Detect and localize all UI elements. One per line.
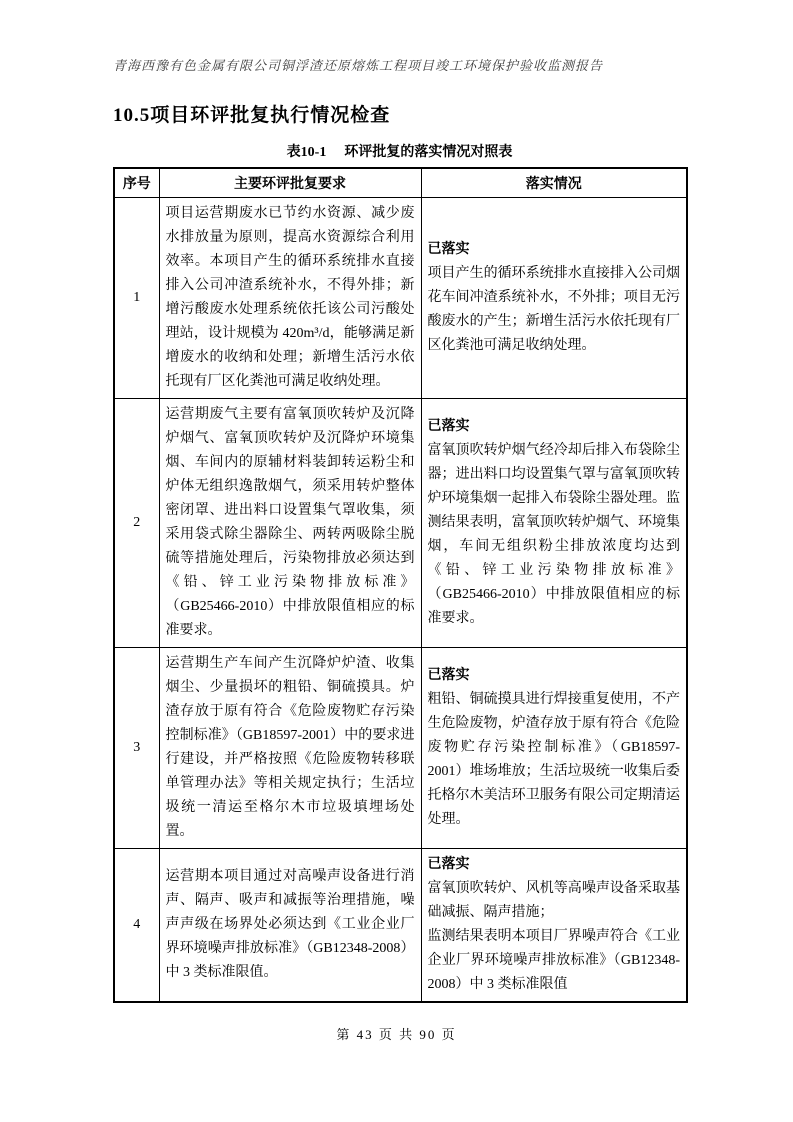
- table-caption-label: 表10-1: [286, 145, 327, 160]
- status-paragraphs: [428, 877, 681, 997]
- status-paragraph: 粗铅、铜硫摸具进行焊接重复使用，不产生危险废物，炉渣存放于原有符合《危险废物贮存污染控制标准》（GB18597-2001）堆场堆放；生活垃圾统一收集后委托格尔木美洁环卫服务有限公司定期清运处理。: [427, 691, 680, 827]
- status-paragraph: 监测结果表明本项目厂界噪声符合《工业企业厂界环境噪声排放标准》（GB12348-2008）中 3 类标准限值: [427, 928, 680, 992]
- status-label: 已落实: [427, 856, 470, 872]
- table-body: [114, 197, 687, 1002]
- status-paragraph: 项目产生的循环系统排水直接排入公司烟花车间冲渣系统补水，不外排；项目无污酸废水的产生；新增生活污水依托现有厂区化粪池可满足收纳处理。: [427, 265, 680, 353]
- status-cell: [421, 398, 687, 647]
- compliance-table: [113, 167, 688, 1003]
- status-paragraph: 富氧顶吹转炉、风机等高噪声设备采取基础减振、隔声措施；: [427, 880, 680, 920]
- requirement-cell: 运营期本项目通过对高噪声设备进行消声、隔声、吸声和减振等治理措施，噪声声级在场界处必须达到《工业企业厂界环境噪声排放标准》（GB12348-2008）中 3 类标准限值。: [159, 848, 421, 1002]
- section-title: 10.5项目环评批复执行情况检查: [113, 105, 391, 126]
- requirement-cell: 运营期生产车间产生沉降炉炉渣、收集烟尘、少量损坏的粗铅、铜硫摸具。炉渣存放于原有符合《危险废物贮存污染控制标准》（GB18597-2001）中的要求进行建设，并严格按照《危险废物转移联单管理办法》等相关规定执行；生活垃圾统一清运至格尔木市垃圾填埋场处置。: [159, 647, 421, 848]
- row-number-cell: 2: [114, 398, 159, 647]
- status-paragraphs: [428, 439, 681, 631]
- table-caption-title: 环评批复的落实情况对照表: [344, 145, 513, 160]
- row-number-cell: 4: [114, 848, 159, 1002]
- col-header-status: 落实情况: [421, 168, 687, 197]
- col-header-no: 序号: [114, 168, 159, 197]
- status-label: 已落实: [427, 667, 470, 683]
- table-row: [114, 398, 687, 647]
- table-header-row: [114, 168, 687, 197]
- table-row: [114, 647, 687, 848]
- requirement-cell: 项目运营期废水已节约水资源、减少废水排放量为原则，提高水资源综合利用效率。本项目产生的循环系统排水直接排入公司冲渣系统补水，不得外排；新增污酸废水处理系统依托该公司污酸处理站，设计规模为 420m³/d，能够满足新增废水的收纳和处理；新增生活污水依托现有厂区化粪池可满足收纳处理。: [159, 197, 421, 398]
- row-number-cell: 1: [114, 197, 159, 398]
- status-cell: [421, 848, 687, 1002]
- status-label: 已落实: [427, 241, 470, 257]
- status-cell: [421, 197, 687, 398]
- status-cell: [421, 647, 687, 848]
- table-caption: [113, 141, 686, 161]
- row-number-cell: 3: [114, 647, 159, 848]
- status-paragraph: 富氧顶吹转炉烟气经冷却后排入布袋除尘器；进出料口均设置集气罩与富氧顶吹转炉环境集烟一起排入布袋除尘器处理。监测结果表明，富氧顶吹转炉烟气、环境集烟，车间无组织粉尘排放浓度均达到《铅、锌工业污染物排放标准》（GB25466-2010）中排放限值相应的标准要求。: [427, 442, 680, 626]
- status-paragraphs: [428, 688, 681, 832]
- col-header-requirement: 主要环评批复要求: [159, 168, 421, 197]
- table-row: [114, 848, 687, 1002]
- table-row: [114, 197, 687, 398]
- page-footer: 第 43 页 共 90 页: [336, 1027, 457, 1042]
- status-label: 已落实: [427, 418, 470, 434]
- status-paragraphs: [428, 262, 681, 358]
- report-header: 青海西豫有色金属有限公司铜浮渣还原熔炼工程项目竣工环境保护验收监测报告: [113, 58, 604, 73]
- requirement-cell: 运营期废气主要有富氧顶吹转炉及沉降炉烟气、富氧顶吹转炉及沉降炉环境集烟、车间内的原辅材料装卸转运粉尘和炉体无组织逸散烟气，须采用转炉整体密闭罩、进出料口设置集气罩收集，须采用袋式除尘器除尘、两转两吸除尘脱硫等措施处理后，污染物排放必须达到《铅、锌工业污染物排放标准》（GB25466-2010）中排放限值相应的标准要求。: [159, 398, 421, 647]
